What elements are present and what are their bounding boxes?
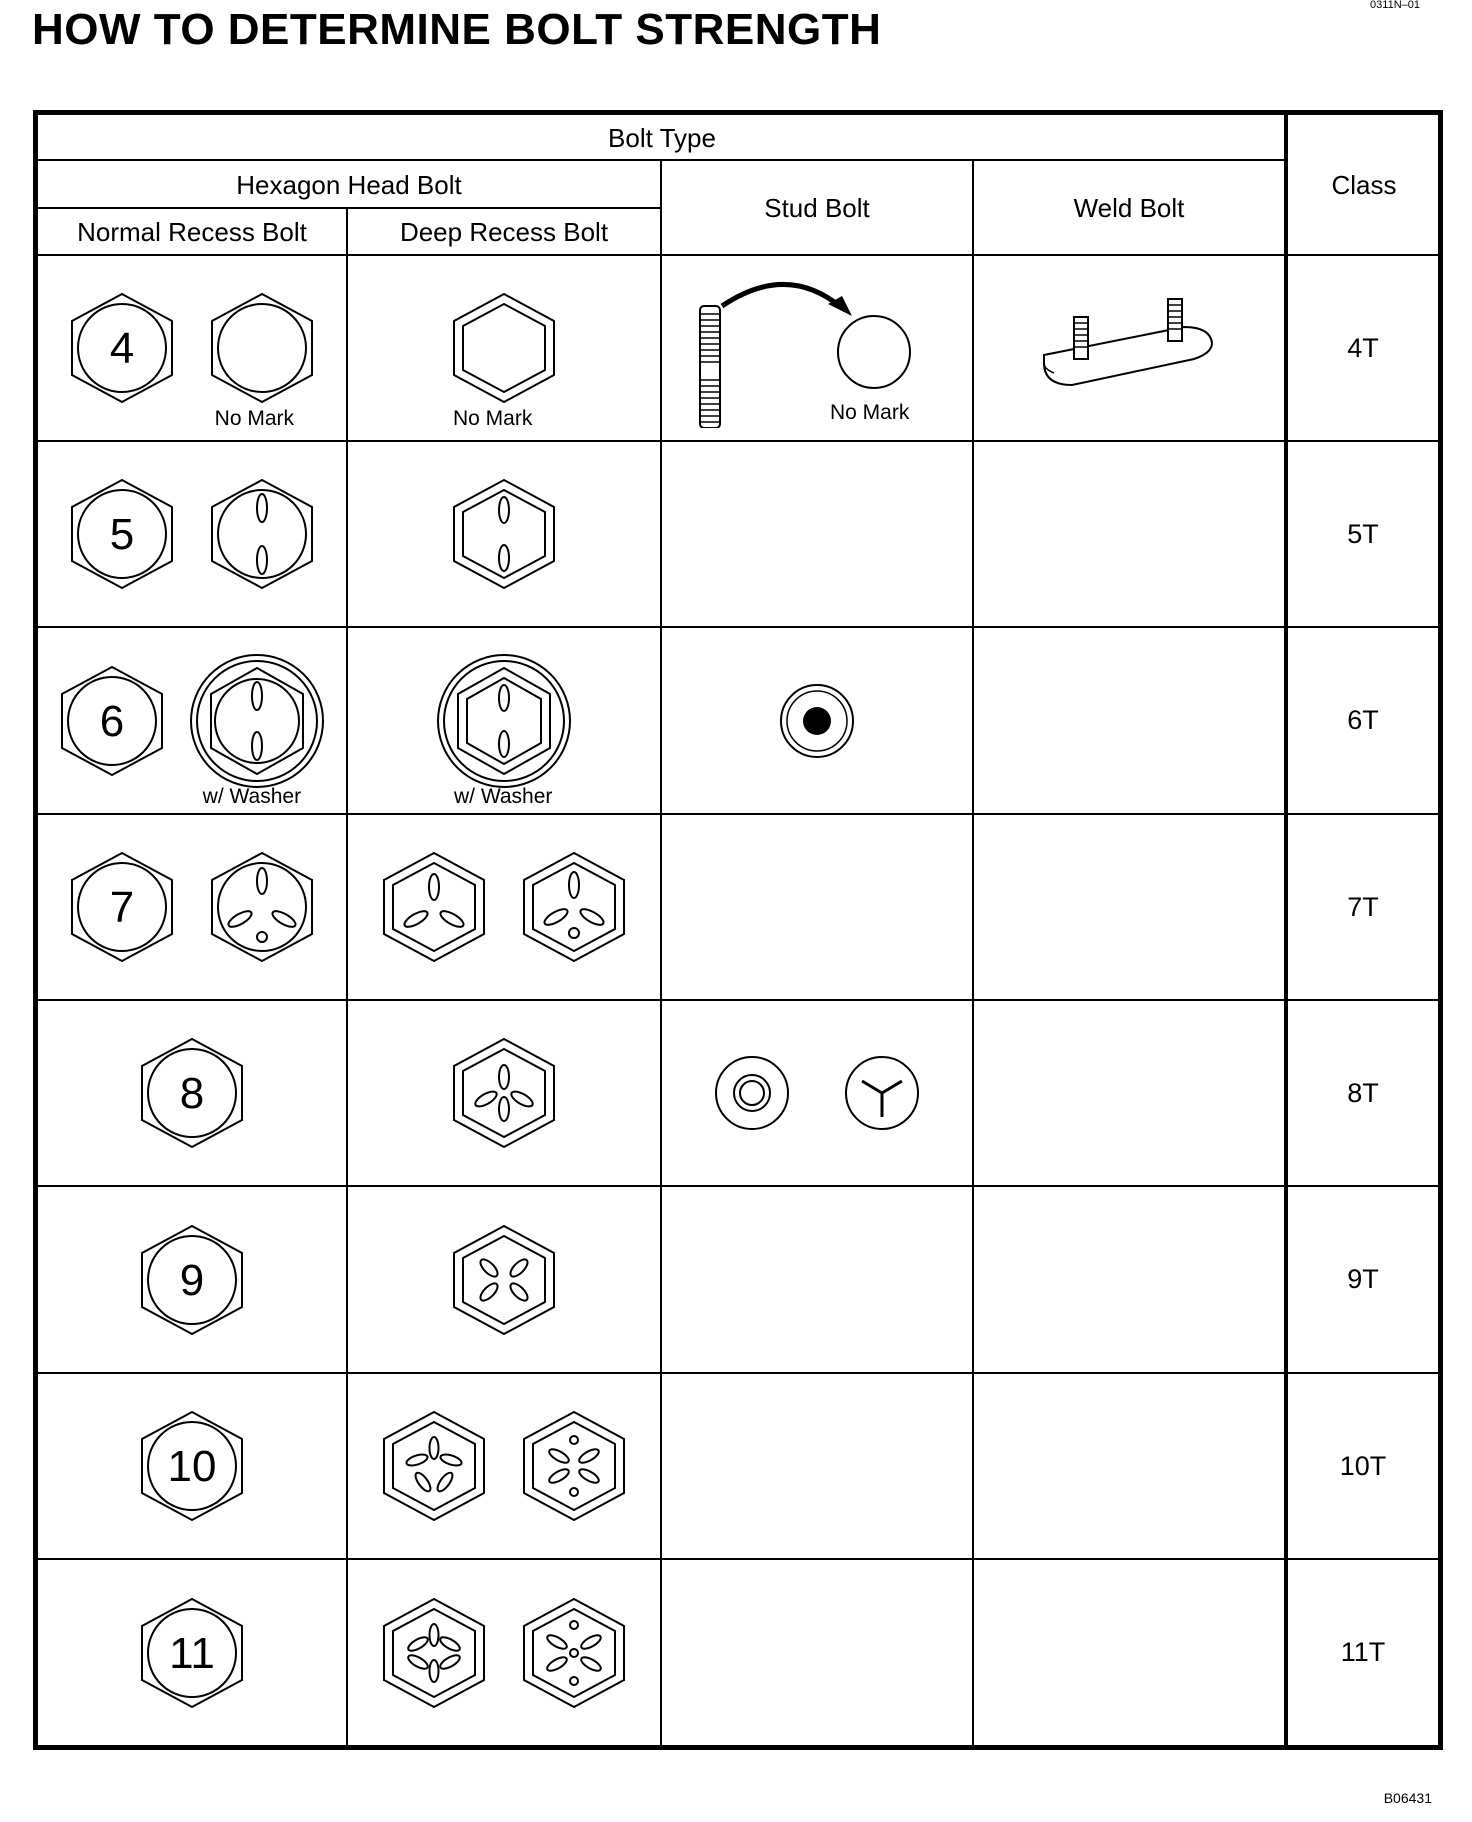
row-4t-weld — [974, 256, 1284, 440]
row-11t-stud — [662, 1560, 972, 1745]
row-10t-normal — [38, 1374, 346, 1558]
head-number: 7 — [110, 883, 135, 932]
class-9t: 9T — [1347, 1264, 1379, 1294]
bolt-strength-table — [33, 110, 1443, 1750]
class-11t: 11T — [1340, 1637, 1386, 1667]
row-6t-stud — [662, 628, 972, 813]
head-number: 11 — [169, 1628, 215, 1678]
header-hexagon-head-bolt: Hexagon Head Bolt — [236, 170, 462, 200]
row-4t-normal — [38, 256, 346, 440]
figure-code: B06431 — [1383, 1790, 1432, 1806]
document-code: 0311N–01 — [1370, 0, 1420, 11]
row-6t-deep — [348, 628, 660, 813]
row-4t-stud — [662, 256, 972, 440]
hex-head-number-icon — [137, 1033, 247, 1153]
hex-head-number-icon — [67, 288, 177, 408]
hex-head-number-icon — [67, 847, 177, 967]
class-8t: 8T — [1347, 1077, 1379, 1108]
head-number: 8 — [179, 1069, 205, 1118]
grid-line — [38, 159, 1288, 161]
row-10t-deep — [348, 1374, 660, 1558]
washer-label: w/ Washer — [454, 784, 553, 808]
deep-recess-three-marks-dot-icon — [519, 847, 629, 967]
recess-line-marks-icon — [449, 474, 559, 594]
row-10t-weld — [974, 1374, 1284, 1558]
hex-head-number-icon — [137, 1593, 247, 1713]
deep-recess-three-marks-icon — [379, 847, 489, 967]
class-5t: 5T — [1347, 518, 1379, 549]
head-number: 9 — [179, 1255, 205, 1305]
row-7t-deep — [348, 815, 660, 999]
deep-recess-six-marks-icon — [379, 1593, 489, 1713]
page-title: HOW TO DETERMINE BOLT STRENGTH — [32, 5, 882, 54]
deep-recess-head-icon — [449, 288, 559, 430]
row-8t-deep — [348, 1001, 660, 1185]
row-5t-weld — [974, 442, 1284, 626]
stud-bolt-icon — [692, 268, 942, 428]
recess-three-marks-icon — [207, 847, 317, 967]
no-mark-label: No Mark — [214, 407, 295, 430]
class-4t: 4T — [1347, 332, 1379, 363]
header-deep-recess-bolt: Deep Recess Bolt — [399, 217, 609, 247]
stud-dot-mark-icon — [777, 681, 857, 761]
washer-label: w/ Washer — [202, 784, 302, 808]
header-normal-recess-bolt: Normal Recess Bolt — [77, 217, 307, 247]
row-11t-normal — [38, 1560, 346, 1745]
header-weld-bolt: Weld Bolt — [1073, 193, 1185, 223]
row-9t-stud — [662, 1187, 972, 1372]
row-7t-stud — [662, 815, 972, 999]
row-6t-normal — [38, 628, 346, 813]
row-11t-weld — [974, 1560, 1284, 1745]
row-8t-normal — [38, 1001, 346, 1185]
class-7t: 7T — [1347, 891, 1379, 922]
deep-recess-four-marks-three-dots-icon — [519, 1593, 629, 1713]
header-stud-bolt: Stud Bolt — [764, 193, 870, 223]
row-7t-weld — [974, 815, 1284, 999]
hex-head-number-icon — [67, 474, 177, 594]
row-9t-weld — [974, 1187, 1284, 1372]
row-8t-weld — [974, 1001, 1284, 1185]
hex-head-number-icon — [137, 1220, 247, 1340]
stud-y-mark-icon — [842, 1053, 922, 1133]
header-class: Class — [1331, 170, 1397, 200]
weld-bolt-icon — [1034, 293, 1224, 403]
row-9t-normal — [38, 1187, 346, 1372]
head-number: 10 — [167, 1442, 217, 1491]
row-4t-deep — [348, 256, 660, 440]
head-number: 4 — [110, 324, 135, 373]
deep-recess-five-marks-icon — [379, 1406, 489, 1526]
row-9t-deep — [348, 1187, 660, 1372]
row-10t-stud — [662, 1374, 972, 1558]
deep-recess-four-marks-icon — [449, 1033, 559, 1153]
head-number: 5 — [110, 510, 135, 559]
row-5t-normal — [38, 442, 346, 626]
row-6t-weld — [974, 628, 1284, 813]
row-8t-stud — [662, 1001, 972, 1185]
class-6t: 6T — [1347, 705, 1379, 735]
stud-ring-mark-icon — [712, 1053, 792, 1133]
washer-head-icon — [187, 646, 327, 808]
deep-recess-x-marks-icon — [449, 1220, 559, 1340]
row-7t-normal — [38, 815, 346, 999]
hex-head-number-icon — [57, 661, 167, 781]
recess-line-marks-icon — [207, 474, 317, 594]
washer-deep-head-icon — [434, 646, 574, 808]
hex-head-number-icon — [137, 1406, 247, 1526]
no-mark-label: No Mark — [830, 401, 910, 424]
head-number: 6 — [100, 696, 125, 746]
no-mark-head-icon — [207, 288, 317, 430]
row-5t-stud — [662, 442, 972, 626]
grid-line — [38, 207, 660, 209]
row-5t-deep — [348, 442, 660, 626]
no-mark-label: No Mark — [453, 407, 533, 430]
header-bolt-type: Bolt Type — [608, 123, 716, 153]
deep-recess-four-marks-dots-icon — [519, 1406, 629, 1526]
class-10t: 10T — [1339, 1450, 1387, 1481]
row-11t-deep — [348, 1560, 660, 1745]
